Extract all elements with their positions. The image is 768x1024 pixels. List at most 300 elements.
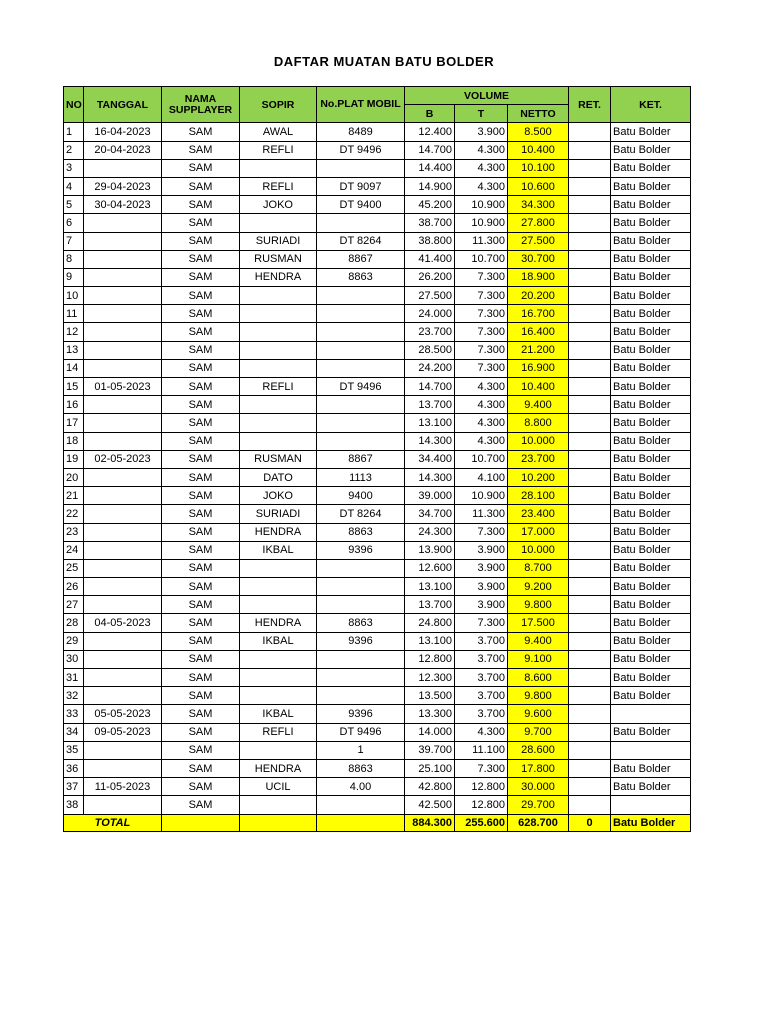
cell-sopir [240, 596, 317, 614]
cell-no: 11 [64, 305, 84, 323]
cell-tanggal [84, 414, 162, 432]
cell-ret [569, 250, 611, 268]
cell-ket [611, 741, 691, 759]
table-row [64, 687, 691, 705]
cell-nama-supplayer: SAM [162, 505, 240, 523]
cell-netto: 18.900 [508, 268, 569, 286]
cell-ket: Batu Bolder [611, 432, 691, 450]
total-empty-cell [317, 814, 405, 831]
total-ret: 0 [569, 814, 611, 831]
cell-sopir: REFLI [240, 378, 317, 396]
cell-tanggal: 11-05-2023 [84, 778, 162, 796]
cell-sopir: HENDRA [240, 759, 317, 777]
cell-no-plat [317, 796, 405, 814]
cell-no-plat: 4.00 [317, 778, 405, 796]
cell-sopir [240, 287, 317, 305]
cell-nama-supplayer: SAM [162, 614, 240, 632]
cell-netto: 8.500 [508, 123, 569, 141]
cell-b: 34.700 [405, 505, 455, 523]
cell-tanggal [84, 541, 162, 559]
cell-ket: Batu Bolder [611, 650, 691, 668]
table-row [64, 596, 691, 614]
cell-tanggal [84, 669, 162, 687]
cell-tanggal [84, 305, 162, 323]
cell-no-plat: 8867 [317, 250, 405, 268]
cell-ret [569, 268, 611, 286]
muatan-table [63, 86, 691, 832]
cell-tanggal: 09-05-2023 [84, 723, 162, 741]
cell-nama-supplayer: SAM [162, 487, 240, 505]
cell-sopir: REFLI [240, 723, 317, 741]
cell-tanggal [84, 505, 162, 523]
cell-ket: Batu Bolder [611, 578, 691, 596]
cell-ket: Batu Bolder [611, 632, 691, 650]
cell-netto: 28.100 [508, 487, 569, 505]
cell-nama-supplayer: SAM [162, 578, 240, 596]
cell-nama-supplayer: SAM [162, 705, 240, 723]
total-b: 884.300 [405, 814, 455, 831]
cell-sopir [240, 687, 317, 705]
cell-tanggal [84, 323, 162, 341]
table-row [64, 723, 691, 741]
header-t: T [455, 105, 508, 123]
cell-nama-supplayer: SAM [162, 541, 240, 559]
cell-t: 7.300 [455, 359, 508, 377]
cell-sopir [240, 650, 317, 668]
cell-no-plat: DT 9496 [317, 378, 405, 396]
cell-ret [569, 778, 611, 796]
cell-no: 24 [64, 541, 84, 559]
cell-ret [569, 232, 611, 250]
cell-no-plat [317, 596, 405, 614]
cell-ret [569, 723, 611, 741]
table-row [64, 268, 691, 286]
cell-netto: 9.100 [508, 650, 569, 668]
cell-b: 24.800 [405, 614, 455, 632]
cell-nama-supplayer: SAM [162, 177, 240, 195]
cell-ret [569, 687, 611, 705]
cell-t: 7.300 [455, 523, 508, 541]
cell-t: 12.800 [455, 778, 508, 796]
cell-t: 12.800 [455, 796, 508, 814]
cell-sopir: SURIADI [240, 505, 317, 523]
cell-ket: Batu Bolder [611, 487, 691, 505]
cell-t: 3.700 [455, 687, 508, 705]
table-row [64, 305, 691, 323]
cell-no-plat: 9400 [317, 487, 405, 505]
cell-netto: 30.700 [508, 250, 569, 268]
cell-no-plat [317, 214, 405, 232]
cell-ret [569, 650, 611, 668]
cell-no: 33 [64, 705, 84, 723]
cell-no: 27 [64, 596, 84, 614]
cell-netto: 8.800 [508, 414, 569, 432]
cell-t: 11.300 [455, 232, 508, 250]
cell-no-plat [317, 305, 405, 323]
cell-sopir: HENDRA [240, 268, 317, 286]
cell-nama-supplayer: SAM [162, 432, 240, 450]
cell-no: 32 [64, 687, 84, 705]
cell-no: 19 [64, 450, 84, 468]
cell-t: 7.300 [455, 759, 508, 777]
cell-nama-supplayer: SAM [162, 287, 240, 305]
cell-ret [569, 468, 611, 486]
cell-ret [569, 578, 611, 596]
cell-t: 10.900 [455, 487, 508, 505]
cell-netto: 27.500 [508, 232, 569, 250]
cell-b: 13.700 [405, 396, 455, 414]
cell-b: 14.300 [405, 432, 455, 450]
cell-no-plat [317, 396, 405, 414]
cell-ket: Batu Bolder [611, 232, 691, 250]
cell-b: 14.000 [405, 723, 455, 741]
table-row [64, 323, 691, 341]
cell-sopir: IKBAL [240, 705, 317, 723]
cell-netto: 16.900 [508, 359, 569, 377]
cell-tanggal [84, 523, 162, 541]
cell-ket: Batu Bolder [611, 159, 691, 177]
table-row [64, 741, 691, 759]
cell-netto: 10.200 [508, 468, 569, 486]
cell-ket: Batu Bolder [611, 323, 691, 341]
cell-netto: 8.600 [508, 669, 569, 687]
cell-t: 10.900 [455, 196, 508, 214]
cell-no: 7 [64, 232, 84, 250]
cell-nama-supplayer: SAM [162, 778, 240, 796]
cell-no: 3 [64, 159, 84, 177]
cell-nama-supplayer: SAM [162, 414, 240, 432]
cell-netto: 8.700 [508, 559, 569, 577]
cell-b: 12.600 [405, 559, 455, 577]
table-row [64, 559, 691, 577]
table-row [64, 505, 691, 523]
cell-tanggal: 20-04-2023 [84, 141, 162, 159]
cell-sopir [240, 578, 317, 596]
table-row [64, 414, 691, 432]
cell-nama-supplayer: SAM [162, 468, 240, 486]
cell-t: 3.700 [455, 669, 508, 687]
cell-no-plat: 8867 [317, 450, 405, 468]
cell-ket: Batu Bolder [611, 669, 691, 687]
table-row [64, 396, 691, 414]
cell-t: 4.300 [455, 396, 508, 414]
cell-nama-supplayer: SAM [162, 341, 240, 359]
cell-no: 34 [64, 723, 84, 741]
cell-b: 14.300 [405, 468, 455, 486]
cell-ket: Batu Bolder [611, 287, 691, 305]
cell-netto: 10.400 [508, 378, 569, 396]
table-row [64, 232, 691, 250]
cell-sopir [240, 796, 317, 814]
cell-tanggal [84, 487, 162, 505]
cell-tanggal [84, 287, 162, 305]
cell-ret [569, 323, 611, 341]
cell-sopir: HENDRA [240, 614, 317, 632]
cell-b: 24.300 [405, 523, 455, 541]
table-row [64, 177, 691, 195]
header-ret: RET. [569, 87, 611, 123]
cell-ret [569, 214, 611, 232]
cell-ret [569, 378, 611, 396]
cell-ret [569, 614, 611, 632]
cell-no-plat: DT 9400 [317, 196, 405, 214]
cell-nama-supplayer: SAM [162, 159, 240, 177]
cell-t: 7.300 [455, 341, 508, 359]
cell-b: 12.800 [405, 650, 455, 668]
cell-no-plat: DT 9097 [317, 177, 405, 195]
cell-sopir [240, 214, 317, 232]
cell-no: 9 [64, 268, 84, 286]
total-ket: Batu Bolder [611, 814, 691, 831]
cell-no-plat: 9396 [317, 705, 405, 723]
cell-b: 26.200 [405, 268, 455, 286]
cell-no: 4 [64, 177, 84, 195]
cell-no-plat: DT 9496 [317, 141, 405, 159]
cell-t: 11.300 [455, 505, 508, 523]
cell-no-plat: 1113 [317, 468, 405, 486]
cell-nama-supplayer: SAM [162, 723, 240, 741]
cell-no: 15 [64, 378, 84, 396]
cell-b: 13.700 [405, 596, 455, 614]
cell-no: 14 [64, 359, 84, 377]
cell-ret [569, 759, 611, 777]
cell-b: 12.300 [405, 669, 455, 687]
cell-ret [569, 341, 611, 359]
cell-ret [569, 196, 611, 214]
cell-no: 21 [64, 487, 84, 505]
cell-ket [611, 705, 691, 723]
cell-no: 8 [64, 250, 84, 268]
table-row [64, 468, 691, 486]
cell-no-plat: 9396 [317, 632, 405, 650]
cell-t: 3.900 [455, 578, 508, 596]
cell-ret [569, 287, 611, 305]
cell-netto: 23.400 [508, 505, 569, 523]
cell-no: 5 [64, 196, 84, 214]
cell-netto: 9.700 [508, 723, 569, 741]
cell-b: 25.100 [405, 759, 455, 777]
cell-tanggal: 16-04-2023 [84, 123, 162, 141]
table-row [64, 523, 691, 541]
cell-t: 4.300 [455, 177, 508, 195]
cell-tanggal [84, 232, 162, 250]
cell-no-plat: DT 8264 [317, 232, 405, 250]
cell-tanggal [84, 250, 162, 268]
cell-nama-supplayer: SAM [162, 141, 240, 159]
table-row [64, 250, 691, 268]
cell-no-plat [317, 341, 405, 359]
cell-b: 13.300 [405, 705, 455, 723]
header-volume: VOLUME [405, 87, 569, 105]
table-row [64, 614, 691, 632]
cell-nama-supplayer: SAM [162, 669, 240, 687]
cell-b: 14.900 [405, 177, 455, 195]
cell-no: 31 [64, 669, 84, 687]
cell-nama-supplayer: SAM [162, 250, 240, 268]
cell-tanggal [84, 468, 162, 486]
cell-tanggal [84, 214, 162, 232]
cell-nama-supplayer: SAM [162, 123, 240, 141]
cell-b: 27.500 [405, 287, 455, 305]
total-row [64, 814, 691, 831]
cell-no: 6 [64, 214, 84, 232]
cell-b: 38.700 [405, 214, 455, 232]
cell-ret [569, 159, 611, 177]
total-empty-cell [240, 814, 317, 831]
cell-b: 13.100 [405, 632, 455, 650]
table-body [64, 123, 691, 814]
cell-nama-supplayer: SAM [162, 232, 240, 250]
table-row [64, 796, 691, 814]
cell-nama-supplayer: SAM [162, 796, 240, 814]
total-label: TOTAL [64, 814, 162, 831]
cell-ket: Batu Bolder [611, 250, 691, 268]
cell-ket: Batu Bolder [611, 614, 691, 632]
cell-ket: Batu Bolder [611, 359, 691, 377]
cell-sopir: HENDRA [240, 523, 317, 541]
cell-t: 11.100 [455, 741, 508, 759]
header-no: NO [64, 87, 84, 123]
page-title: DAFTAR MUATAN BATU BOLDER [273, 54, 495, 69]
cell-tanggal [84, 759, 162, 777]
table-row [64, 141, 691, 159]
cell-netto: 34.300 [508, 196, 569, 214]
cell-b: 34.400 [405, 450, 455, 468]
cell-no-plat: DT 9496 [317, 723, 405, 741]
cell-no: 38 [64, 796, 84, 814]
cell-netto: 9.400 [508, 396, 569, 414]
table-row [64, 341, 691, 359]
cell-t: 4.300 [455, 378, 508, 396]
cell-sopir [240, 414, 317, 432]
cell-nama-supplayer: SAM [162, 559, 240, 577]
cell-netto: 29.700 [508, 796, 569, 814]
table-row [64, 450, 691, 468]
cell-no-plat [317, 432, 405, 450]
table-row [64, 487, 691, 505]
cell-tanggal [84, 796, 162, 814]
cell-sopir [240, 669, 317, 687]
cell-t: 7.300 [455, 323, 508, 341]
cell-ret [569, 669, 611, 687]
cell-ket: Batu Bolder [611, 177, 691, 195]
cell-no: 13 [64, 341, 84, 359]
cell-nama-supplayer: SAM [162, 523, 240, 541]
cell-no: 29 [64, 632, 84, 650]
header-tanggal: TANGGAL [84, 87, 162, 123]
cell-sopir: UCIL [240, 778, 317, 796]
cell-nama-supplayer: SAM [162, 596, 240, 614]
cell-no-plat [317, 159, 405, 177]
cell-netto: 10.000 [508, 432, 569, 450]
cell-tanggal [84, 741, 162, 759]
cell-b: 13.100 [405, 414, 455, 432]
cell-tanggal: 01-05-2023 [84, 378, 162, 396]
header-b: B [405, 105, 455, 123]
cell-no: 18 [64, 432, 84, 450]
header-nama-supplayer: NAMA SUPPLAYER [162, 87, 240, 123]
table-row [64, 432, 691, 450]
cell-no: 25 [64, 559, 84, 577]
cell-sopir: JOKO [240, 487, 317, 505]
cell-t: 3.900 [455, 123, 508, 141]
cell-no: 10 [64, 287, 84, 305]
cell-b: 24.000 [405, 305, 455, 323]
cell-t: 4.300 [455, 723, 508, 741]
cell-ket: Batu Bolder [611, 378, 691, 396]
cell-t: 10.700 [455, 250, 508, 268]
total-netto: 628.700 [508, 814, 569, 831]
cell-t: 3.900 [455, 559, 508, 577]
cell-no: 37 [64, 778, 84, 796]
cell-no: 36 [64, 759, 84, 777]
cell-b: 14.700 [405, 378, 455, 396]
cell-nama-supplayer: SAM [162, 450, 240, 468]
table-row [64, 578, 691, 596]
cell-no: 20 [64, 468, 84, 486]
cell-sopir: IKBAL [240, 541, 317, 559]
cell-no-plat [317, 669, 405, 687]
cell-nama-supplayer: SAM [162, 632, 240, 650]
cell-no-plat [317, 414, 405, 432]
cell-sopir [240, 341, 317, 359]
cell-ket: Batu Bolder [611, 414, 691, 432]
cell-tanggal [84, 159, 162, 177]
cell-no-plat: 8489 [317, 123, 405, 141]
cell-t: 4.300 [455, 141, 508, 159]
cell-sopir [240, 559, 317, 577]
cell-no: 35 [64, 741, 84, 759]
cell-ket: Batu Bolder [611, 778, 691, 796]
cell-no-plat [317, 323, 405, 341]
cell-sopir [240, 323, 317, 341]
cell-ket: Batu Bolder [611, 759, 691, 777]
cell-sopir: RUSMAN [240, 450, 317, 468]
cell-no-plat [317, 578, 405, 596]
cell-nama-supplayer: SAM [162, 359, 240, 377]
cell-tanggal [84, 359, 162, 377]
cell-ket: Batu Bolder [611, 141, 691, 159]
cell-nama-supplayer: SAM [162, 741, 240, 759]
cell-t: 10.700 [455, 450, 508, 468]
cell-ret [569, 396, 611, 414]
cell-tanggal [84, 559, 162, 577]
header-netto: NETTO [508, 105, 569, 123]
cell-netto: 9.200 [508, 578, 569, 596]
table-row [64, 287, 691, 305]
cell-t: 4.100 [455, 468, 508, 486]
cell-ket: Batu Bolder [611, 505, 691, 523]
cell-no: 2 [64, 141, 84, 159]
cell-netto: 10.000 [508, 541, 569, 559]
cell-sopir: DATO [240, 468, 317, 486]
cell-b: 38.800 [405, 232, 455, 250]
cell-no-plat: 8863 [317, 523, 405, 541]
cell-no-plat: 9396 [317, 541, 405, 559]
cell-t: 7.300 [455, 305, 508, 323]
cell-ket: Batu Bolder [611, 450, 691, 468]
cell-ret [569, 632, 611, 650]
cell-no-plat: 1 [317, 741, 405, 759]
table-row [64, 650, 691, 668]
cell-sopir: JOKO [240, 196, 317, 214]
total-t: 255.600 [455, 814, 508, 831]
cell-ret [569, 705, 611, 723]
table-row [64, 359, 691, 377]
cell-netto: 16.400 [508, 323, 569, 341]
cell-ret [569, 596, 611, 614]
cell-b: 13.500 [405, 687, 455, 705]
